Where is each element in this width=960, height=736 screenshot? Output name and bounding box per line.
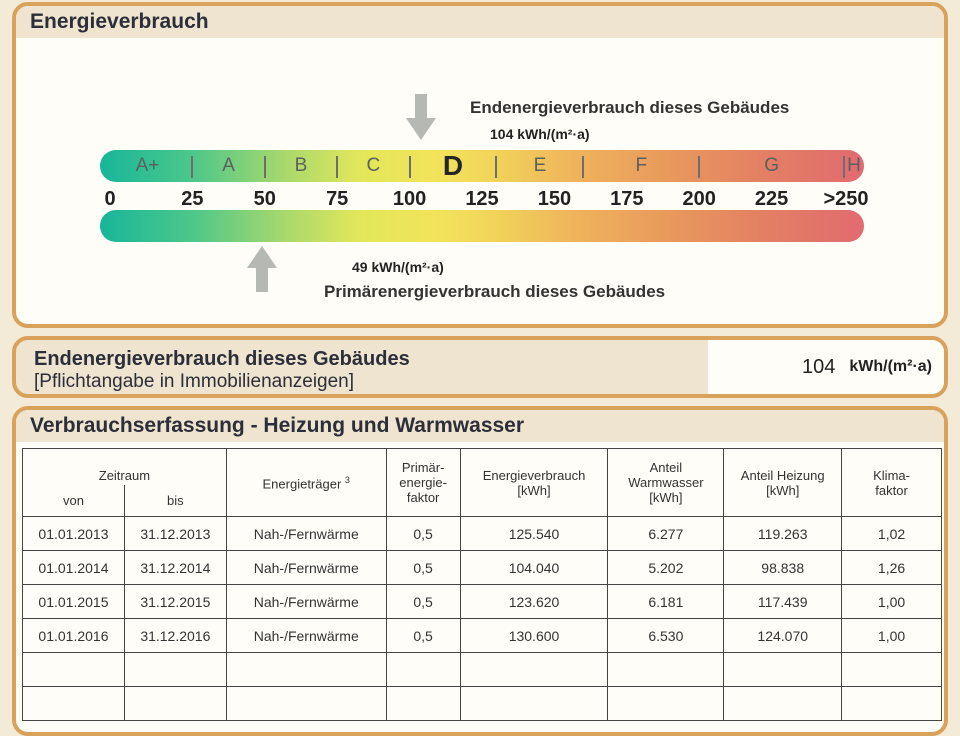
consumption-table — [22, 448, 942, 721]
end-energy-value: 104 — [490, 126, 514, 142]
cell-bis: 31.12.2016 — [124, 619, 226, 653]
class-separator — [698, 156, 700, 178]
header-anteil-warmwasser: Anteil Warmwasser [kWh] — [608, 449, 724, 517]
class-separator — [582, 156, 584, 178]
cell-heizung: 98.838 — [724, 551, 842, 585]
end-energy-unit: kWh/(m²·a) — [517, 126, 590, 142]
summary-unit: kWh/(m²·a) — [849, 358, 932, 375]
energy-class-e: E — [533, 155, 547, 176]
table-row — [23, 687, 942, 721]
cell-primaerenergiefaktor: 0,5 — [386, 551, 460, 585]
cell-klimafaktor — [842, 687, 942, 721]
class-separator — [336, 156, 338, 178]
energy-class-g: G — [764, 155, 779, 176]
table-row — [23, 517, 942, 551]
header-von: von — [23, 485, 125, 517]
cell-von — [23, 687, 125, 721]
cell-primaerenergiefaktor: 0,5 — [386, 517, 460, 551]
header-energietraeger: Energieträger $^3$ — [226, 449, 386, 517]
arrow-down-icon — [406, 94, 436, 142]
consumption-table-body — [23, 517, 942, 721]
cell-klimafaktor: 1,02 — [842, 517, 942, 551]
cell-bis — [124, 653, 226, 687]
cell-heizung — [724, 653, 842, 687]
end-energy-value-label — [490, 126, 590, 142]
header-zeitraum: Zeitraum — [23, 449, 227, 485]
cell-primaerenergiefaktor: 0,5 — [386, 585, 460, 619]
cell-energietraeger: Nah-/Fernwärme — [226, 619, 386, 653]
cell-bis: 31.12.2014 — [124, 551, 226, 585]
cell-energieverbrauch — [460, 687, 608, 721]
cell-energieverbrauch: 104.040 — [460, 551, 608, 585]
class-separator — [409, 156, 411, 178]
cell-heizung: 124.070 — [724, 619, 842, 653]
scale-tick: 125 — [465, 188, 499, 210]
cell-von — [23, 653, 125, 687]
energy-class-f: F — [635, 155, 648, 176]
table-row — [23, 653, 942, 687]
summary-subtitle: [Pflichtangabe in Immobilienanzeigen] — [34, 371, 355, 392]
cell-klimafaktor — [842, 653, 942, 687]
cell-bis: 31.12.2015 — [124, 585, 226, 619]
cell-warmwasser: 6.530 — [608, 619, 724, 653]
header-klimafaktor: Klima- faktor — [842, 449, 942, 517]
cell-primaerenergiefaktor: 0,5 — [386, 619, 460, 653]
cell-heizung: 119.263 — [724, 517, 842, 551]
energy-class-c: C — [366, 155, 381, 176]
primary-energy-title: Primärenergieverbrauch dieses Gebäudes — [324, 282, 666, 301]
summary-title: Endenergieverbrauch dieses Gebäudes — [34, 348, 410, 370]
cell-warmwasser — [608, 687, 724, 721]
header-bis: bis — [124, 485, 226, 517]
cell-energietraeger: Nah-/Fernwärme — [226, 517, 386, 551]
cell-heizung: 117.439 — [724, 585, 842, 619]
scale-tick: 25 — [181, 188, 204, 210]
cell-energieverbrauch: 123.620 — [460, 585, 608, 619]
cell-klimafaktor: 1,26 — [842, 551, 942, 585]
scale-tick: 50 — [253, 188, 276, 210]
energy-class-b: B — [294, 155, 308, 176]
summary-panel — [12, 336, 948, 398]
scale-tick: 175 — [610, 188, 644, 210]
class-separator — [495, 156, 497, 178]
scale-tick: 225 — [754, 188, 789, 210]
energy-class-a: A — [222, 155, 235, 176]
table-row — [23, 619, 942, 653]
cell-bis — [124, 687, 226, 721]
header-energieverbrauch: Energieverbrauch [kWh] — [460, 449, 608, 517]
scale-tick: 75 — [326, 188, 349, 210]
energy-panel — [12, 2, 948, 328]
consumption-panel — [12, 406, 948, 736]
scale-tick: >250 — [823, 188, 869, 210]
cell-warmwasser: 6.277 — [608, 517, 724, 551]
cell-heizung — [724, 687, 842, 721]
cell-von: 01.01.2013 — [23, 517, 125, 551]
header-primaerenergiefaktor: Primär- energie- faktor — [386, 449, 460, 517]
class-separator — [843, 156, 845, 178]
primary-energy-bar — [100, 210, 864, 242]
energy-class-h: H — [847, 155, 861, 176]
cell-klimafaktor: 1,00 — [842, 619, 942, 653]
scale-tick: 150 — [537, 188, 572, 210]
cell-von: 01.01.2016 — [23, 619, 125, 653]
energy-header: Energieverbrauch — [16, 6, 944, 38]
cell-warmwasser: 6.181 — [608, 585, 724, 619]
scale-tick: 200 — [682, 188, 716, 210]
cell-von: 01.01.2015 — [23, 585, 125, 619]
cell-energieverbrauch: 130.600 — [460, 619, 608, 653]
cell-energietraeger: Nah-/Fernwärme — [226, 551, 386, 585]
energy-class-d: D — [442, 150, 464, 181]
header-anteil-heizung: Anteil Heizung [kWh] — [724, 449, 842, 517]
cell-energieverbrauch: 125.540 — [460, 517, 608, 551]
cell-von: 01.01.2014 — [23, 551, 125, 585]
cell-energietraeger: Nah-/Fernwärme — [226, 585, 386, 619]
cell-warmwasser: 5.202 — [608, 551, 724, 585]
cell-primaerenergiefaktor — [386, 687, 460, 721]
cell-primaerenergiefaktor — [386, 653, 460, 687]
scale-tick: 100 — [392, 188, 427, 210]
cell-energietraeger — [226, 653, 386, 687]
class-separator — [191, 156, 193, 178]
primary-energy-value-label — [352, 259, 444, 275]
class-separator — [264, 156, 266, 178]
scale-tick: 0 — [104, 188, 116, 210]
consumption-header: Verbrauchserfassung - Heizung und Warmwasser — [16, 410, 944, 442]
energy-class-a-plus: A+ — [135, 155, 160, 176]
end-energy-title: Endenergieverbrauch dieses Gebäudes — [470, 98, 790, 117]
arrow-up-icon — [247, 246, 277, 294]
cell-warmwasser — [608, 653, 724, 687]
cell-energieverbrauch — [460, 653, 608, 687]
primary-energy-value: 49 — [352, 259, 368, 275]
summary-value: 104 — [801, 355, 836, 378]
summary-value-box — [708, 340, 944, 394]
cell-klimafaktor: 1,00 — [842, 585, 942, 619]
primary-energy-unit: kWh/(m²·a) — [371, 259, 444, 275]
cell-bis: 31.12.2013 — [124, 517, 226, 551]
cell-energietraeger — [226, 687, 386, 721]
table-row — [23, 551, 942, 585]
table-row — [23, 585, 942, 619]
energy-class-bar — [100, 150, 864, 182]
